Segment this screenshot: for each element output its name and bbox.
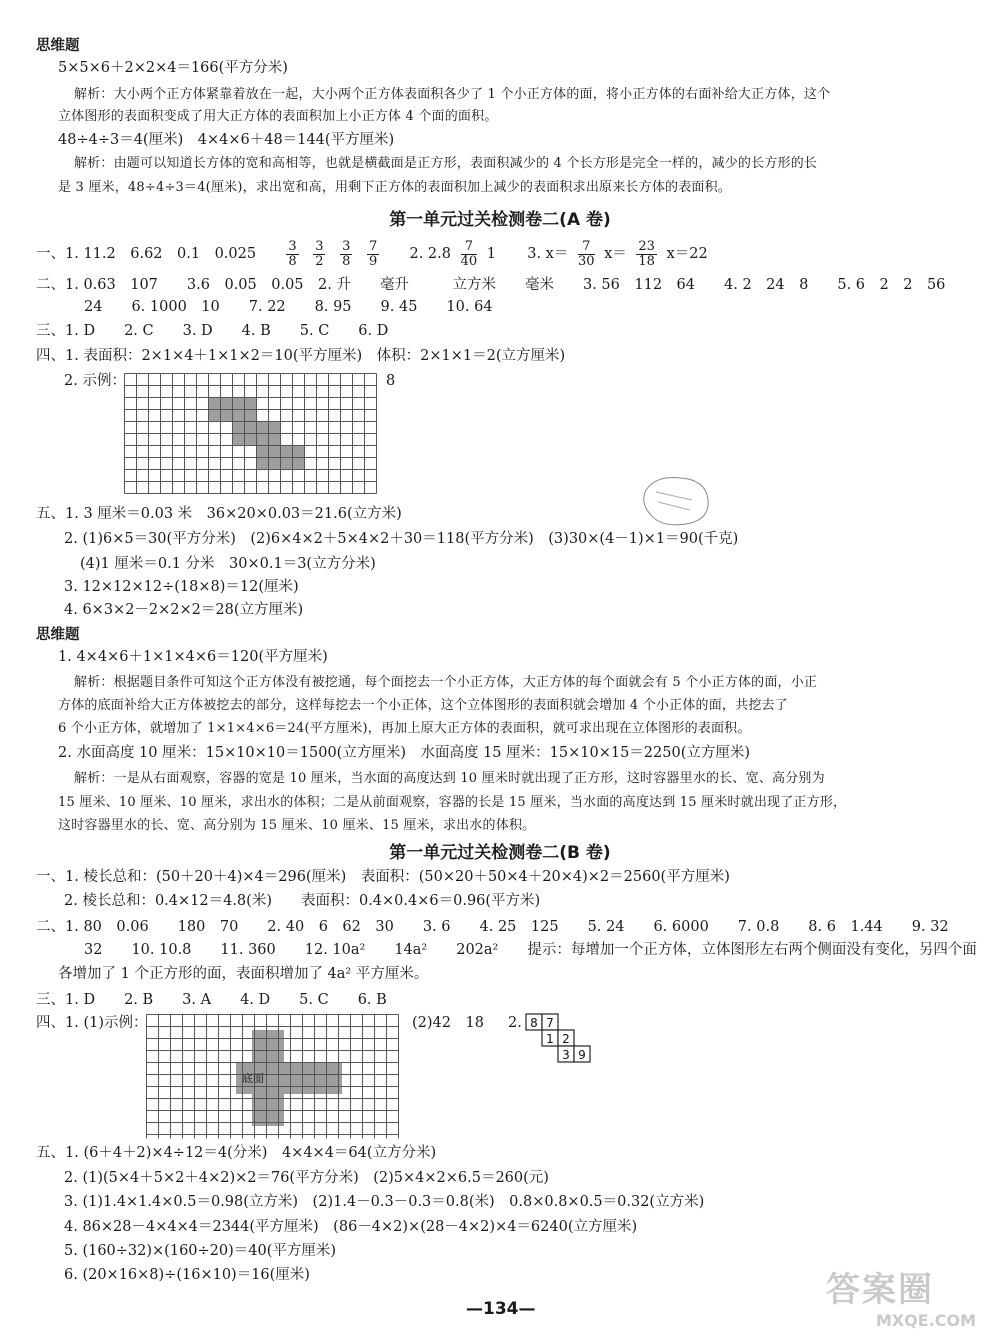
answer-line: 4. 86×28－4×4×4＝2344(平方厘米) (86－4×2)×(28－4×2)×4＝6240(立方厘米) — [64, 1219, 638, 1235]
answer-text: 3. x＝ — [527, 246, 569, 262]
fraction: $\frac{7}{30}$ — [577, 238, 595, 269]
box-cell: 7 — [546, 1016, 554, 1030]
answer-line: 各增加了 1 个正方形的面，表面积增加了 4a² 平方厘米。 — [58, 966, 429, 982]
answer-line: (4)1 厘米＝0.1 分米 30×0.1＝3(立方分米) — [80, 556, 376, 572]
answer-line: 四、1. (1)示例： — [36, 1015, 148, 1031]
grid-diagram-b — [146, 1014, 402, 1142]
fraction: $\frac{3}{2}$ — [315, 238, 324, 269]
answer-line: 24 6. 1000 10 7. 22 8. 95 9. 45 10. 64 — [84, 299, 493, 315]
stamp-mark — [636, 470, 716, 530]
box-cell: 3 — [562, 1048, 570, 1062]
box-cell: 1 — [546, 1032, 554, 1046]
explanation-line: 是 3 厘米，48÷4÷3＝4(厘米)，求出宽和高，用剩下正方体的表面积加上减少的表面积求出原来长方体的表面积。 — [58, 180, 732, 195]
fraction: $\frac{7}{40}$ — [460, 238, 478, 269]
answer-line: 2. 棱长总和：0.4×12＝4.8(米) 表面积：0.4×0.4×6＝0.96(平方米) — [64, 893, 541, 909]
answer-line: 5. (160÷32)×(160÷20)＝40(平方厘米) — [64, 1243, 337, 1259]
answer-text: x＝22 — [666, 246, 708, 262]
answer-line: 2. (1)(5×4＋5×2＋4×2)×2＝76(平方分米) (2)5×4×2×6.5＝260(元) — [64, 1170, 549, 1186]
explanation-line: 这时容器里水的长、宽、高分别为 15 厘米、10 厘米、15 厘米，求出水的体积。 — [58, 818, 536, 833]
box-cell: 8 — [530, 1016, 538, 1030]
section-title-thinking: 思维题 — [36, 627, 80, 643]
watermark-text: 答案圈 — [826, 1270, 934, 1310]
explanation-line: 解析：一是从右面观察，容器的宽是 10 厘米，当水面的高度达到 10 厘米时就出现了正方形，这时容器里水的长、宽、高分别为 — [74, 771, 825, 786]
page-number: —134— — [466, 1299, 536, 1319]
section-title-thinking: 思维题 — [36, 38, 80, 54]
box-figure — [524, 1012, 594, 1070]
answer-line: 四、1. 表面积：2×1×4＋1×1×2＝10(平方厘米) 体积：2×1×1＝2(立方厘米) — [36, 348, 566, 364]
watermark-logo — [826, 1262, 986, 1332]
box-cell: 2 — [562, 1032, 570, 1046]
answer-line: 五、1. (6＋4＋2)×4÷12＝4(分米) 4×4×4＝64(立方分米) — [36, 1145, 437, 1161]
grid-diagram-a — [124, 373, 380, 497]
section-heading-b: 第一单元过关检测卷二(B 卷) — [389, 843, 611, 863]
fraction: $\frac{3}{8}$ — [288, 238, 297, 269]
explanation-line: 15 厘米、10 厘米、10 厘米，求出水的体积；二是从前面观察，容器的长是 15 厘米，当水面的高度达到 15 厘米时就出现了正方形， — [58, 795, 847, 810]
answer-line: 三、1. D 2. B 3. A 4. D 5. C 6. B — [36, 992, 387, 1008]
answer-line: 二、1. 0.63 107 3.6 0.05 0.05 2. 升 毫升 立方米 毫米 3. 56 112 64 4. 2 24 8 5. 6 2 2 56 — [36, 277, 946, 293]
answer-line: 三、1. D 2. C 3. D 4. B 5. C 6. D — [36, 323, 389, 339]
answer-line: (2)42 18 — [412, 1015, 484, 1031]
answer-line: 32 10. 10.8 11. 360 12. 10a² 14a² 202a² 提示：每增加一个正方体，立体图形左右两个侧面没有变化，另四个面 — [84, 942, 977, 958]
answer-line: 2. 示例： — [64, 373, 126, 389]
answer-row-yi-a — [36, 237, 708, 271]
answer-line: 2. (1)6×5＝30(平方分米) (2)6×4×2＋5×4×2＋30＝118(平方分米) (3)30×(4－1)×1＝90(千克) — [64, 531, 739, 547]
answer-text: x＝ — [604, 246, 627, 262]
answer-line: 3. (1)1.4×1.4×0.5＝0.98(立方米) (2)1.4－0.3－0.3＝0.8(米) 0.8×0.8×0.5＝0.32(立方米) — [64, 1194, 705, 1210]
explanation-line: 解析：根据题目条件可知这个正方体没有被挖通，每个面挖去一个小正方体，大正方体的每个面就会有 5 个小正方体的面，小正 — [74, 675, 818, 690]
answer-line: 8 — [386, 373, 396, 389]
watermark-url: MXQE.COM — [875, 1311, 976, 1330]
answer-text: 一、1. 11.2 6.62 0.1 0.025 — [36, 246, 257, 262]
answer-text: 1 — [486, 246, 496, 262]
answer-line: 48÷4÷3＝4(厘米) 4×4×6＋48＝144(平方厘米) — [58, 132, 395, 148]
answer-line: 一、1. 棱长总和：(50＋20＋4)×4＝296(厘米) 表面积：(50×20＋50×4＋20×4)×2＝2560(平方厘米) — [36, 869, 730, 885]
fraction: $\frac{23}{18}$ — [638, 238, 655, 269]
explanation-line: 方体的底面补给大正方体被挖去的部分，这样每挖去一个小正体，这个立体图形的表面积就会增加 4 个小正体的面，共挖去了 — [58, 698, 788, 713]
answer-line: 6. (20×16×8)÷(16×10)＝16(厘米) — [64, 1267, 310, 1283]
explanation-line: 6 个小正方体，就增加了 1×1×4×6＝24(平方厘米)，再加上原大正方体的表面积，就可求出现在立体图形的表面积。 — [58, 721, 751, 736]
explanation-line: 解析：由题可以知道长方体的宽和高相等，也就是横截面是正方形，表面积减少的 4 个长方形是完全一样的，减少的长方形的长 — [74, 156, 818, 171]
answer-line: 二、1. 80 0.06 180 70 2. 40 6 62 30 3. 6 4. 25 125 5. 24 6. 6000 7. 0.8 8. 6 1.44 9. 32 — [36, 919, 949, 935]
box-cell: 9 — [578, 1048, 586, 1062]
answer-line: 2. — [508, 1015, 522, 1031]
answer-line: 2. 水面高度 10 厘米：15×10×10＝1500(立方厘米) 水面高度 15 厘米：15×10×15＝2250(立方厘米) — [58, 745, 751, 761]
fraction: $\frac{3}{8}$ — [342, 238, 351, 269]
explanation-line: 立体图形的表面积变成了用大正方体的表面积加上小正方体 4 个面的面积。 — [58, 109, 498, 124]
section-heading-a: 第一单元过关检测卷二(A 卷) — [389, 210, 611, 230]
answer-line: 3. 12×12×12÷(18×8)＝12(厘米) — [64, 579, 299, 595]
net-label: 底面 — [242, 1072, 264, 1085]
answer-line: 1. 4×4×6＋1×1×4×6＝120(平方厘米) — [58, 649, 328, 665]
fraction: $\frac{7}{9}$ — [368, 238, 378, 269]
answer-line: 5×5×6＋2×2×4＝166(平方分米) — [58, 60, 288, 76]
explanation-line: 解析：大小两个正方体紧靠着放在一起，大小两个正方体表面积各少了 1 个小正方体的面，将小正方体的右面补给大正方体，这个 — [74, 87, 831, 102]
answer-line: 五、1. 3 厘米＝0.03 米 36×20×0.03＝21.6(立方米) — [36, 506, 402, 522]
answer-line: 4. 6×3×2－2×2×2＝28(立方厘米) — [64, 602, 304, 618]
answer-text: 2. 2.8 — [409, 246, 451, 262]
